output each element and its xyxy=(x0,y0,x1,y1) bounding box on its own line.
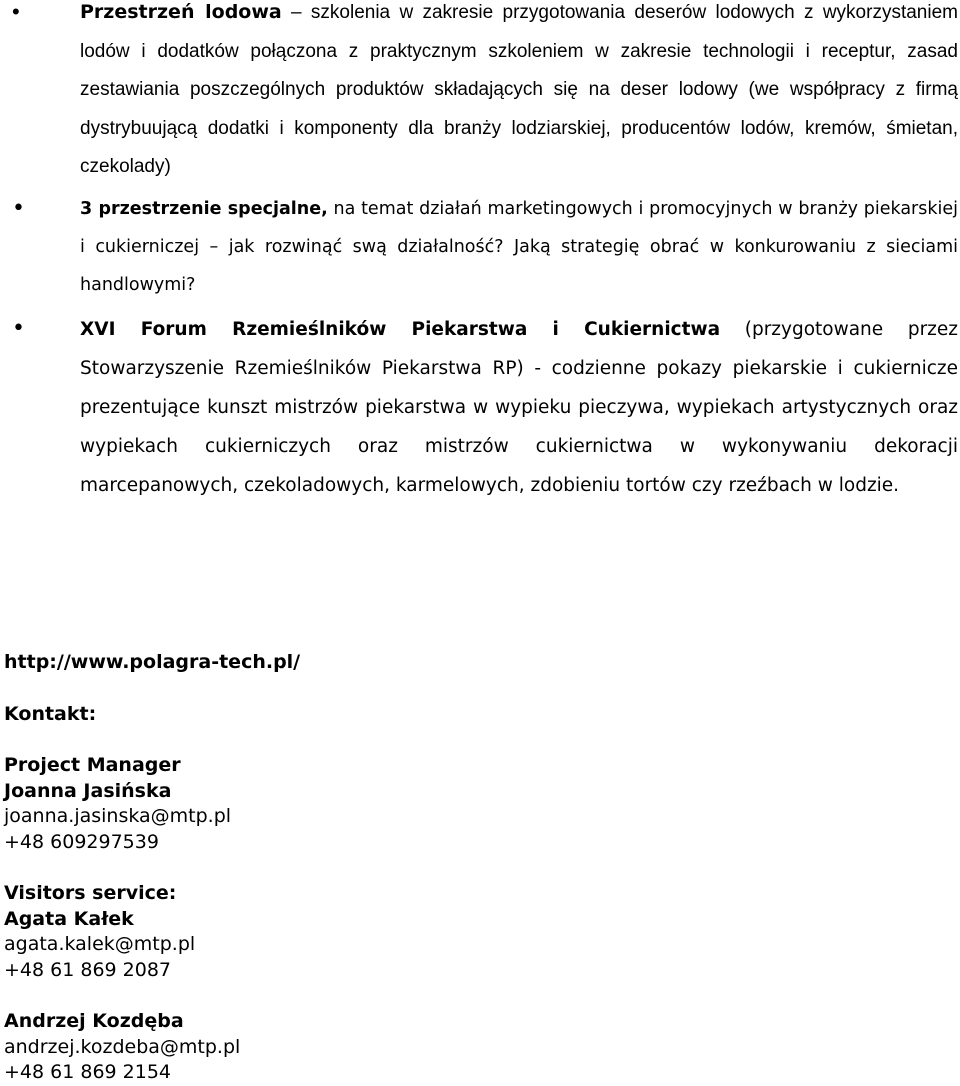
contact-heading: Kontakt: xyxy=(4,702,97,725)
bullet-dot-icon: • xyxy=(12,315,25,341)
project-manager-email[interactable]: joanna.jasinska@mtp.pl xyxy=(4,805,232,827)
visitors-service-name: Agata Kałek xyxy=(4,907,134,930)
project-manager-title: Project Manager xyxy=(4,754,181,776)
bullet-text: na temat działań marketingowych i promocyjnych w branży piekarskiej i cukierniczej – jak rozwinąć swą działalność? Jaką strategię obrać w konkurowaniu z sieciami handlowymi? xyxy=(80,198,958,295)
bullet-dot-icon: • xyxy=(12,0,20,24)
visitors-service-title: Visitors service: xyxy=(4,882,177,904)
contact-section xyxy=(4,650,904,1086)
contact-3-email[interactable]: andrzej.kozdeba@mtp.pl xyxy=(4,1035,241,1058)
bullet-dot-icon: • xyxy=(12,195,25,221)
bullet-lead: XVI Forum Rzemieślników Piekarstwa i Cukiernictwa xyxy=(80,318,721,340)
bullet-lead: Przestrzeń lodowa xyxy=(80,1,282,23)
bullet-lead: 3 przestrzenie specjalne, xyxy=(80,198,328,219)
bullet-text: (przygotowane przez Stowarzyszenie Rzemieślników Piekarstwa RP) - codzienne pokazy piekarskie i cukiernicze prezentujące kunszt mistrzów piekarstwa w wypieku pieczywa, wypiekach artystycznych oraz wypiekach cukierniczych oraz mistrzów cukiernictwa w wykonywaniu dekoracji marcepanowych, czekoladowych, karmelowych, zdobieniu tortów czy rzeźbach w lodzie. xyxy=(80,318,958,496)
bullet-text: – szkolenia w zakresie przygotowania deserów lodowych z wykorzystaniem lodów i dodatków połączona z praktycznym szkoleniem w zakresie technologii i receptur, zasad zestawiania poszczególnych produktów składających się na deser lodowy (we współpracy z firmą dystrybuującą dodatki i komponenty dla branży lodziarskiej, producentów lodów, kremów, śmietan, czekolady) xyxy=(80,2,958,177)
bullet-item-forum xyxy=(0,310,960,505)
project-manager-name: Joanna Jasińska xyxy=(4,779,172,802)
bullet-list xyxy=(0,0,960,505)
visitors-service-phone: +48 61 869 2087 xyxy=(4,958,172,981)
bullet-item-ice-space xyxy=(0,0,960,187)
project-manager-phone: +48 609297539 xyxy=(4,830,159,853)
contact-3-phone: +48 61 869 2154 xyxy=(4,1061,172,1083)
contact-3-name: Andrzej Kozdęba xyxy=(4,1010,184,1032)
website-link[interactable]: http://www.polagra-tech.pl/ xyxy=(4,651,301,673)
bullet-item-special-spaces xyxy=(0,190,960,304)
visitors-service-email[interactable]: agata.kalek@mtp.pl xyxy=(4,933,196,955)
